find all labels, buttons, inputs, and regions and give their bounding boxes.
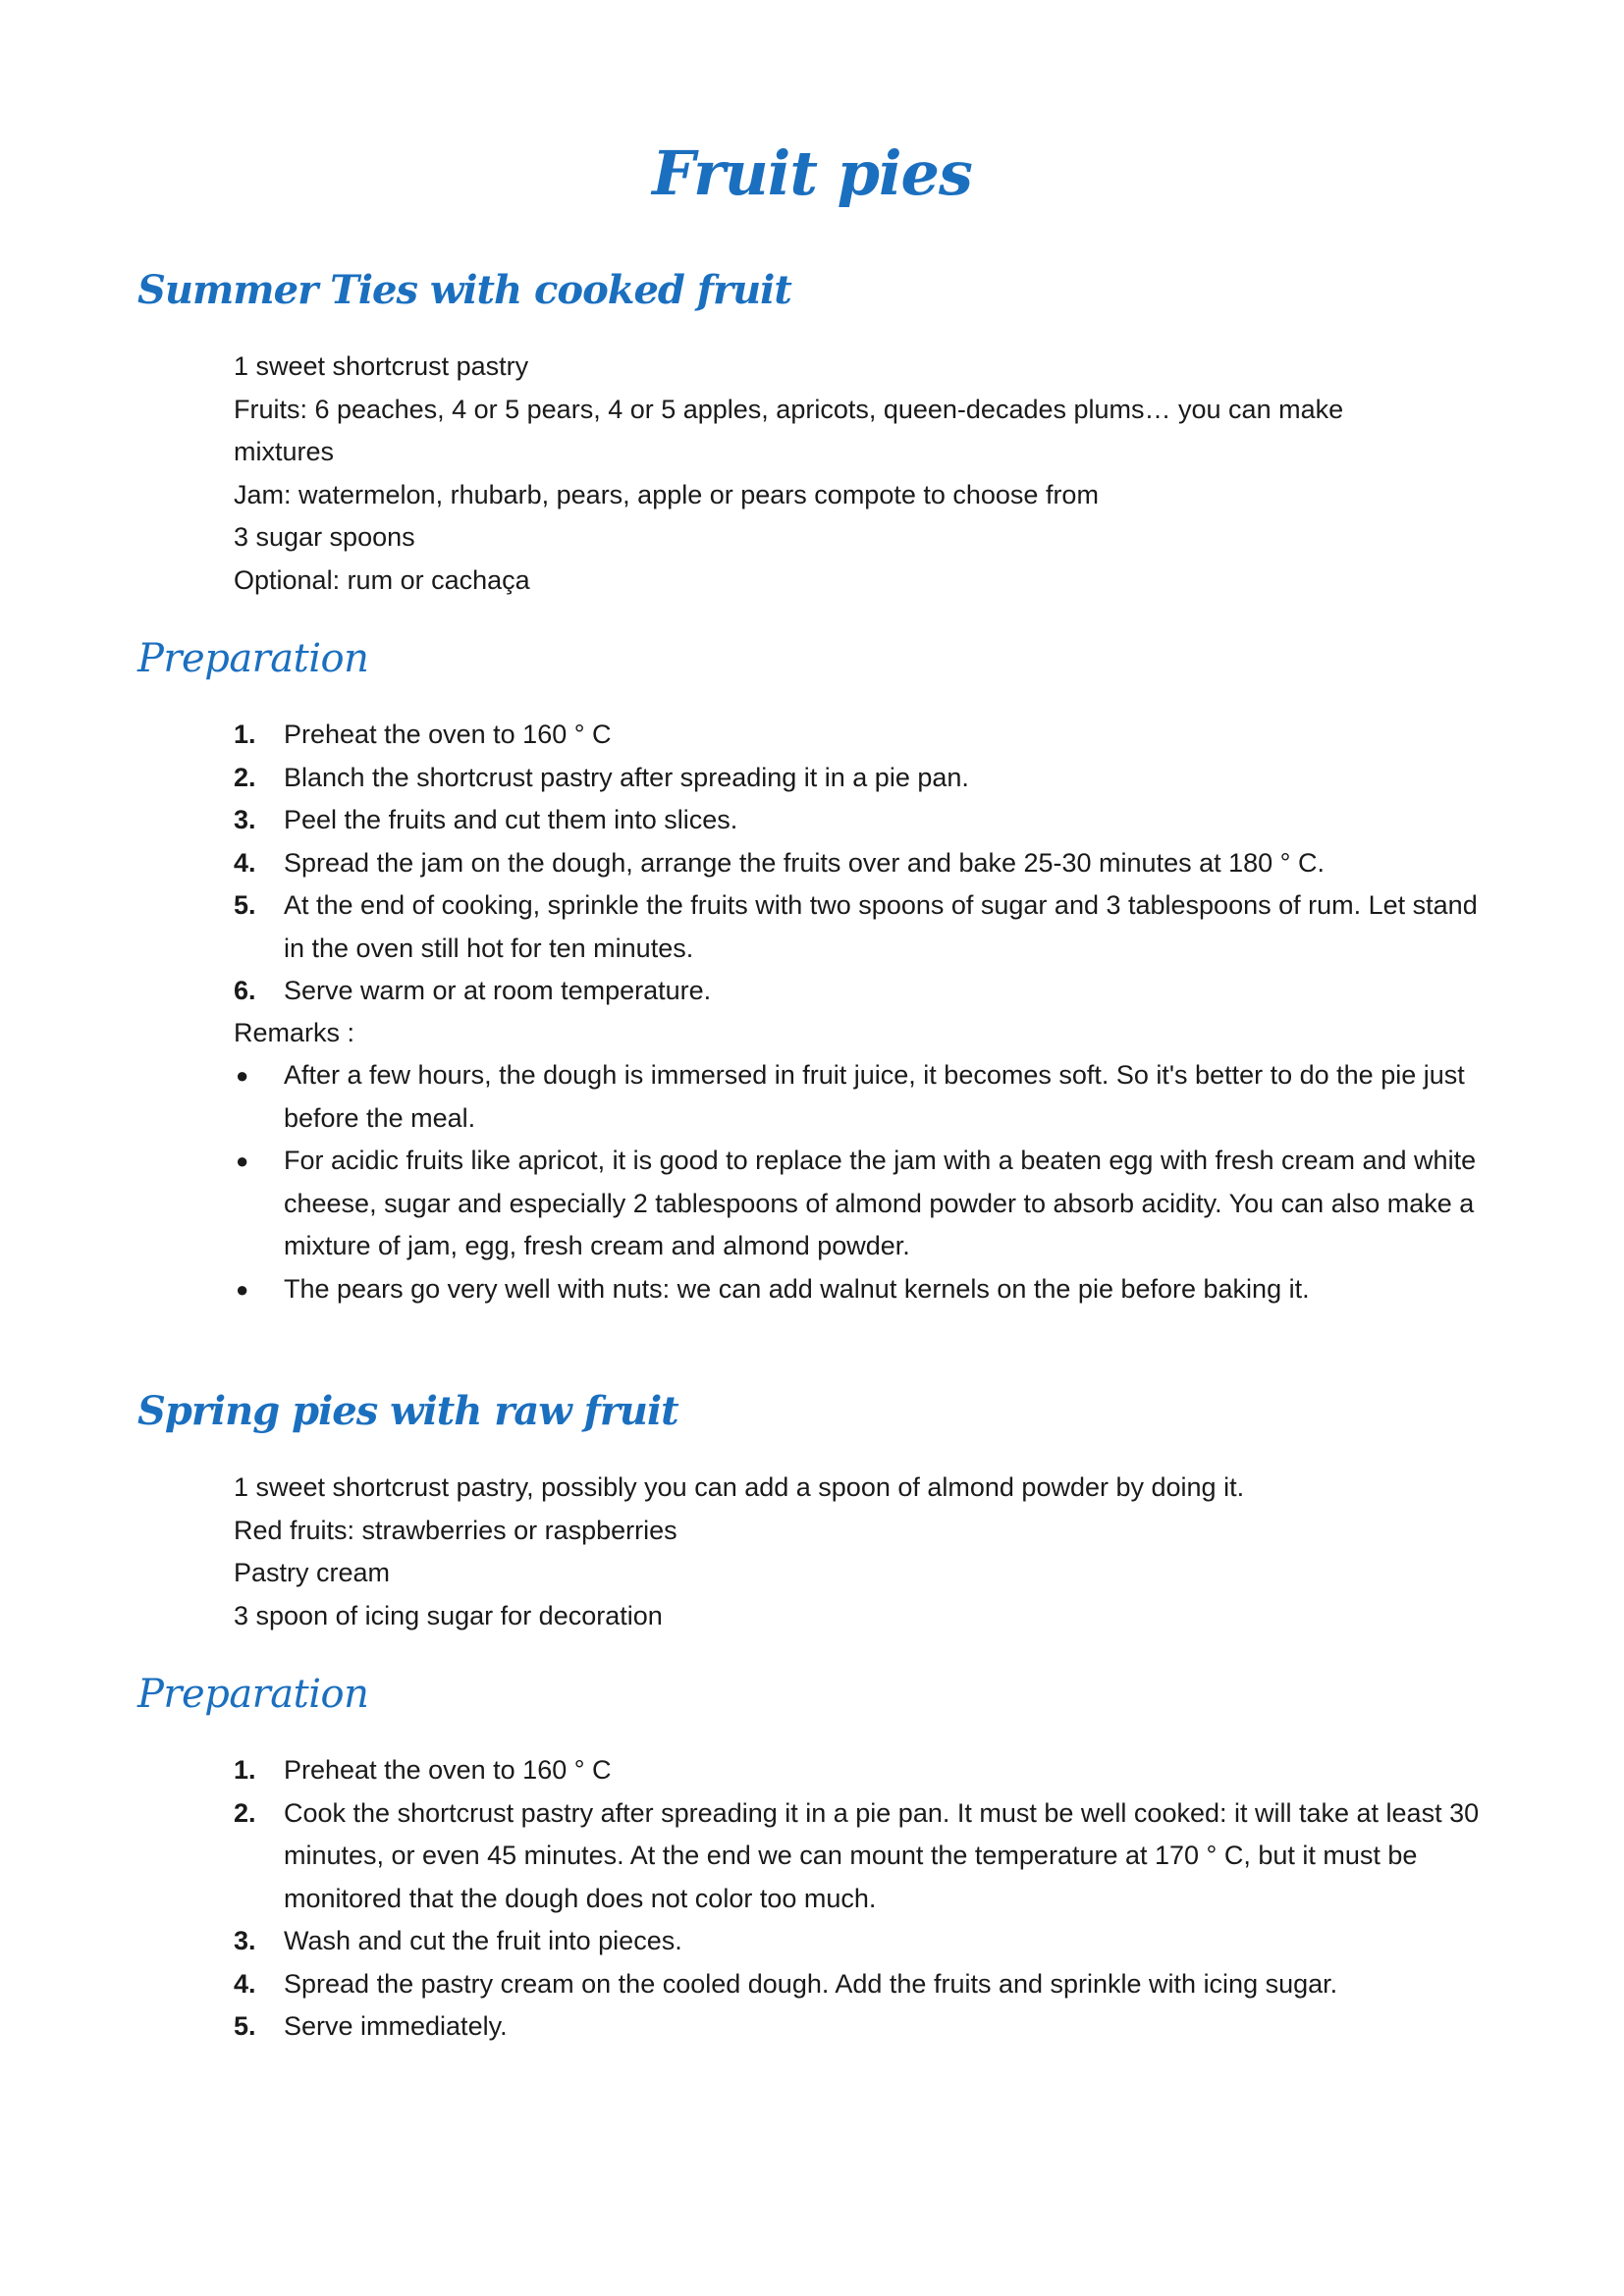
step-number: 3. [234, 805, 256, 834]
step-number: 4. [234, 847, 256, 878]
list-item [234, 799, 1500, 842]
ingredient-line: 1 sweet shortcrust pastry, possibly you can add a spoon of almond powder by doing it. [234, 1472, 1245, 1502]
step-text: Blanch the shortcrust pastry after spreading it in a pie pan. [284, 762, 969, 792]
steps-summer [234, 714, 1500, 1013]
remark-text: After a few hours, the dough is immersed in fruit juice, it becomes soft. So it's better to do the pie just before the meal. [284, 1060, 1465, 1133]
ingredient-line: Red fruits: strawberries or raspberries [234, 1515, 677, 1545]
remarks-label-block [234, 1012, 1490, 1055]
step-number: 5. [234, 890, 256, 920]
bullet-icon: ● [236, 1063, 249, 1088]
step-number: 3. [234, 1926, 256, 1955]
remarks-label: Remarks : [234, 1018, 355, 1047]
step-number: 6. [234, 976, 256, 1005]
step-number: 5. [234, 2011, 256, 2041]
ingredient-line: 1 sweet shortcrust pastry [234, 351, 529, 381]
step-text: Cook the shortcrust pastry after spreading it in a pie pan. It must be well cooked: it will take at least 30 minutes, or even 45 minutes. At the end we can mount the temperature at 170 ° C, but it must be monitored that the dough does not color too much. [284, 1797, 1480, 1913]
list-item [234, 714, 1500, 757]
ingredient-line: Pastry cream [234, 1558, 391, 1587]
step-text: Peel the fruits and cut them into slices. [284, 805, 738, 834]
section-heading-summer: Summer Ties with cooked fruit [137, 267, 791, 313]
step-number: 4. [234, 1968, 256, 1999]
list-item [234, 757, 1500, 800]
step-number: 1. [234, 1755, 256, 1785]
preparation-heading-summer: Preparation [137, 636, 369, 681]
ingredient-line: Jam: watermelon, rhubarb, pears, apple or pears compote to choose from [234, 479, 1099, 509]
ingredient-line: Optional: rum or cachaça [234, 564, 530, 595]
list-item [234, 1054, 1500, 1140]
step-text: Spread the jam on the dough, arrange the fruits over and bake 25-30 minutes at 180 ° C. [284, 847, 1325, 878]
step-text: Spread the pastry cream on the cooled dough. Add the fruits and sprinkle with icing sugar. [284, 1968, 1338, 1999]
ingredient-line: mixtures [234, 437, 335, 466]
ingredients-spring [234, 1467, 1490, 1637]
list-item [234, 1140, 1500, 1268]
list-item [234, 1268, 1500, 1311]
ingredients-summer [234, 346, 1490, 602]
step-text: Wash and cut the fruit into pieces. [284, 1926, 682, 1955]
step-text: Serve immediately. [284, 2011, 508, 2041]
step-text: Preheat the oven to 160 ° C [284, 1755, 612, 1785]
list-item [234, 2005, 1500, 2049]
list-item [234, 1792, 1500, 1921]
step-number: 1. [234, 720, 256, 749]
ingredient-line: 3 sugar spoons [234, 522, 415, 552]
step-text: At the end of cooking, sprinkle the fruits with two spoons of sugar and 3 tablespoons of rum. Let stand in the oven still hot for ten minutes. [284, 890, 1478, 963]
list-item [234, 884, 1500, 970]
step-number: 2. [234, 1797, 256, 1828]
remarks-list [234, 1054, 1500, 1310]
step-text: Preheat the oven to 160 ° C [284, 720, 612, 749]
section-heading-spring: Spring pies with raw fruit [137, 1388, 678, 1434]
steps-spring [234, 1749, 1500, 2049]
step-number: 2. [234, 762, 256, 792]
preparation-heading-spring: Preparation [137, 1672, 369, 1717]
bullet-icon: ● [236, 1276, 249, 1302]
step-text: Serve warm or at room temperature. [284, 976, 712, 1005]
remark-text: For acidic fruits like apricot, it is good to replace the jam with a beaten egg with fresh cream and white cheese, sugar and especially 2 tablespoons of almond powder to absorb acidity. You can also make a mixture of jam, egg, fresh cream and almond powder. [284, 1146, 1477, 1260]
list-item [234, 1920, 1500, 1963]
list-item [234, 1749, 1500, 1792]
bullet-icon: ● [236, 1148, 249, 1173]
page-title: Fruit pies [652, 137, 972, 209]
remark-text: The pears go very well with nuts: we can add walnut kernels on the pie before baking it. [284, 1273, 1310, 1304]
ingredient-line: Fruits: 6 peaches, 4 or 5 pears, 4 or 5 apples, apricots, queen-decades plums… you can make [234, 394, 1344, 424]
ingredient-line: 3 spoon of icing sugar for decoration [234, 1600, 663, 1630]
list-item [234, 1963, 1500, 2006]
list-item [234, 842, 1500, 885]
list-item [234, 970, 1500, 1013]
